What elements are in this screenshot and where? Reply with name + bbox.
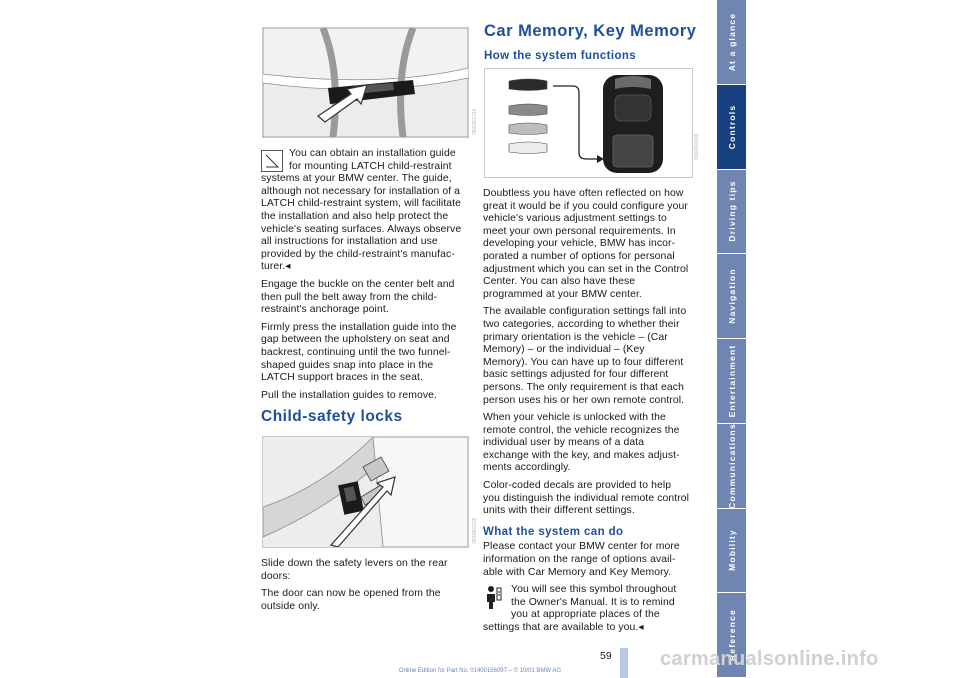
- paragraph: When your vehicle is unlocked with the remote control, the vehicle recognizes the individual user by means of a data exchange with the key, and makes adjust-ments accordingly.: [483, 412, 680, 474]
- sidebar-tab-controls[interactable]: [717, 85, 746, 170]
- sidebar-tab-label: Driving tips: [726, 180, 737, 242]
- child-lock-illustration: [263, 437, 468, 547]
- paragraph: Firmly press the installation guide into the gap between the upholstery on seat and backrest, continuing until the two funnel-shaped guides snap into place in the LATCH support braces in the seat.: [261, 321, 457, 384]
- sidebar-tab-communications[interactable]: [717, 424, 746, 509]
- watermark: carmanualsonline.info: [660, 648, 879, 670]
- note-text: You can obtain an installation guide for mounting LATCH child-restraint systems at your BMW center. The guide, although not necessary for installation of a LATCH child-restraint system, will facilitate the installation and also help protect the vehicle's seating surfaces. Always observe all instructions for installation and use provided by the child-restraint's manufac-turer.: [261, 148, 462, 273]
- what-system-can-do-heading: What the system can do: [483, 525, 624, 538]
- sidebar-tab-navigation[interactable]: [717, 254, 746, 339]
- memory-note-paragraph: [483, 584, 691, 634]
- figure1-id: 390DE0316: [472, 108, 478, 135]
- memory-note-block: [483, 584, 691, 634]
- sidebar-tab-label: Navigation: [726, 268, 737, 324]
- left-column-lower: [261, 558, 469, 618]
- figure2-id: 390DE0305: [472, 517, 478, 544]
- end-mark: ◂: [285, 261, 291, 273]
- memory-note-text: You will see this symbol throughout the Owner's Manual. It is to remind you at appropriate places of the settings that are available to you.: [483, 584, 677, 633]
- remote-key-illustration: [485, 69, 692, 177]
- end-mark: ◂: [638, 622, 644, 633]
- child-lock-figure: [262, 436, 469, 548]
- sidebar-tab-label: Communications: [726, 422, 737, 509]
- car-memory-heading: Car Memory, Key Memory: [484, 22, 697, 40]
- remote-key-figure: [484, 68, 693, 178]
- footer-text: Online Edition for Part No. 01400156097 – © 10/01 BMW AG: [398, 668, 562, 674]
- paragraph: Pull the installation guides to remove.: [261, 389, 438, 401]
- right-column: [483, 188, 691, 640]
- latch-guide-figure: [262, 27, 469, 138]
- sidebar-tab-label: Controls: [726, 104, 737, 149]
- paragraph: Color-coded decals are provided to help you distinguish the individual remote control units with their different settings.: [483, 480, 690, 517]
- sidebar-tab-label: Reference: [726, 609, 737, 662]
- sidebar-tab-label: Entertainment: [726, 344, 737, 418]
- how-system-functions-heading: How the system functions: [484, 50, 637, 62]
- note-block: [261, 148, 469, 274]
- section-sidebar: [717, 0, 746, 678]
- sidebar-tab-mobility[interactable]: [717, 509, 746, 594]
- note-paragraph: [261, 148, 469, 274]
- left-column: [261, 148, 469, 407]
- latch-guide-illustration: [263, 28, 468, 137]
- paragraph: The door can now be opened from the outside only.: [261, 588, 441, 612]
- sidebar-tab-at-a-glance[interactable]: [717, 0, 746, 85]
- child-safety-heading: Child-safety locks: [261, 408, 403, 425]
- figure3-id: 390DE0306: [694, 133, 700, 160]
- note-icon: [261, 150, 283, 172]
- sidebar-tab-label: Mobility: [726, 529, 737, 572]
- paragraph: Doubtless you have often reflected on how great it would be if you could configure your vehicle's various adjustment settings to meet your own personal requirements. In developing your vehicle, BMW has incor-porated a number of options for personal adjustment which you can set in the Control Center. You can also have these programmed at your BMW center.: [483, 188, 689, 300]
- sidebar-tab-label: At a glance: [726, 12, 737, 72]
- sidebar-tab-entertainment[interactable]: [717, 339, 746, 424]
- person-key-icon: [483, 584, 505, 610]
- paragraph: Slide down the safety levers on the rear doors:: [261, 558, 448, 582]
- page-number: 59: [600, 650, 612, 662]
- paragraph: The available configuration settings fall into two categories, according to whether their primary orientation is the vehicle – (Car Memory) – or the individual – (Key Memory). You can have up to four different basic settings adjusted for four different persons. The only requirement is that each person uses his or her own remote control.: [483, 306, 687, 406]
- paragraph: Please contact your BMW center for more information on the range of options avail-able with Car Memory and Key Memory.: [483, 541, 680, 578]
- sidebar-tab-driving-tips[interactable]: [717, 170, 746, 255]
- paragraph: Engage the buckle on the center belt and then pull the belt away from the child-restraint's anchorage point.: [261, 278, 455, 316]
